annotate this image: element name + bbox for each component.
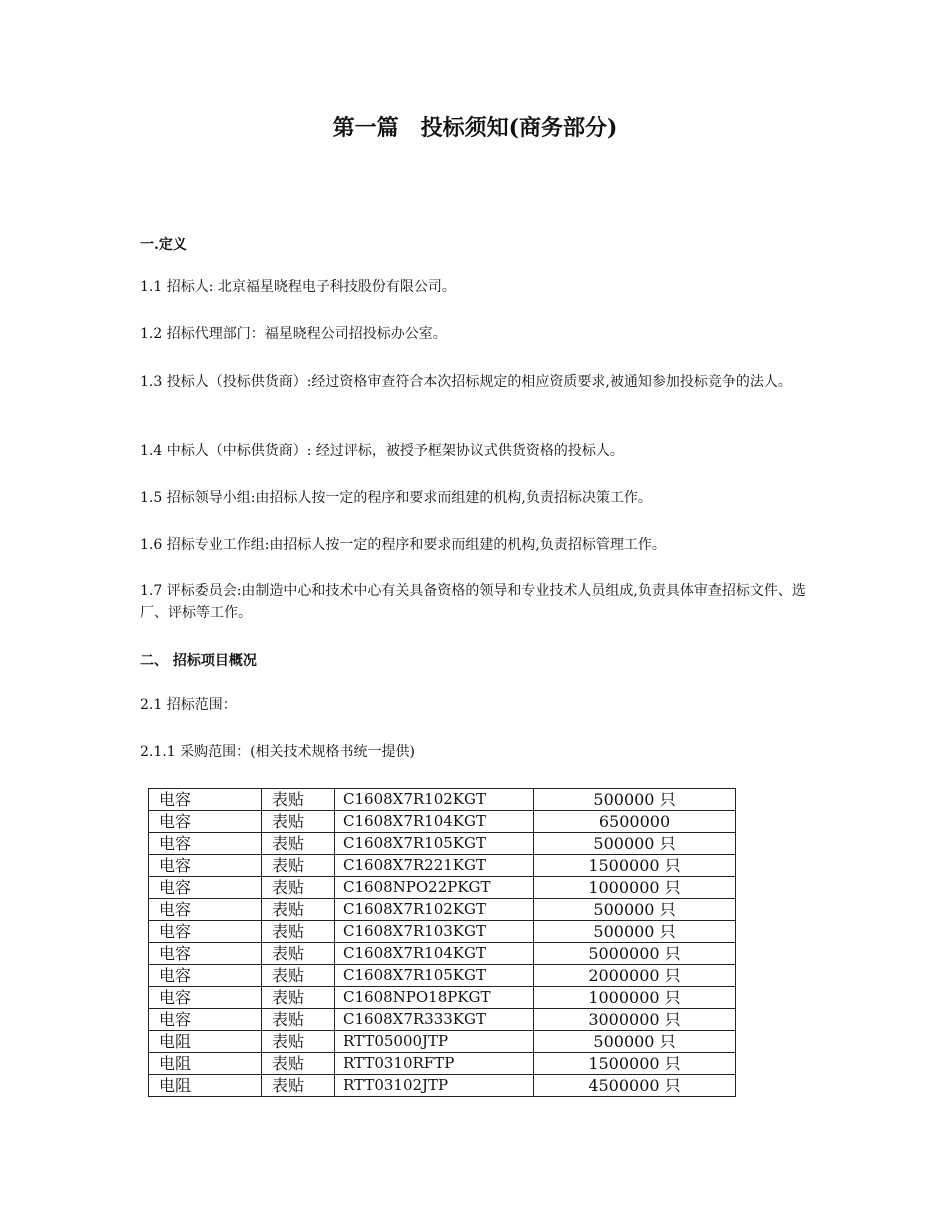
mount-type-cell: 表贴 [262, 1009, 335, 1031]
section-heading-definitions: 一.定义 [140, 237, 187, 253]
mount-type-cell: 表贴 [262, 1053, 335, 1075]
mount-type-cell: 表贴 [262, 1031, 335, 1053]
component-category-cell: 电容 [149, 811, 262, 833]
mount-type-cell: 表贴 [262, 921, 335, 943]
mount-type-cell: 表贴 [262, 877, 335, 899]
table-row [149, 877, 736, 899]
definition-item: 1.7 评标委员会:由制造中心和技术中心有关具备资格的领导和专业技术人员组成,负责具体审查招标文件、选厂、评标等工作。 [140, 583, 806, 621]
component-category-cell: 电容 [149, 877, 262, 899]
component-category-cell: 电阻 [149, 1031, 262, 1053]
table-row [149, 921, 736, 943]
quantity-cell: 1500000 只 [534, 1053, 736, 1075]
component-category-cell: 电容 [149, 943, 262, 965]
table-row [149, 899, 736, 921]
mount-type-cell: 表贴 [262, 943, 335, 965]
part-number-cell: C1608X7R104KGT [335, 811, 534, 833]
quantity-cell: 2000000 只 [534, 965, 736, 987]
quantity-cell: 500000 只 [534, 1031, 736, 1053]
part-number-cell: C1608X7R102KGT [335, 789, 534, 811]
definition-item: 1.4 中标人（中标供货商）: 经过评标，被授予框架协议式供货资格的投标人。 [140, 443, 624, 459]
part-number-cell: C1608X7R104KGT [335, 943, 534, 965]
mount-type-cell: 表贴 [262, 789, 335, 811]
quantity-cell: 500000 只 [534, 789, 736, 811]
quantity-cell: 6500000 [534, 811, 736, 833]
table-row [149, 943, 736, 965]
mount-type-cell: 表贴 [262, 965, 335, 987]
mount-type-cell: 表贴 [262, 811, 335, 833]
table-row [149, 789, 736, 811]
table-row [149, 1053, 736, 1075]
table-row [149, 1009, 736, 1031]
part-number-cell: C1608X7R221KGT [335, 855, 534, 877]
component-category-cell: 电容 [149, 921, 262, 943]
definition-item: 1.3 投标人（投标供货商）:经过资格审查符合本次招标规定的相应资质要求,被通知参加投标竞争的法人。 [140, 374, 792, 390]
component-category-cell: 电阻 [149, 1053, 262, 1075]
part-number-cell: C1608X7R105KGT [335, 833, 534, 855]
component-category-cell: 电容 [149, 987, 262, 1009]
mount-type-cell: 表贴 [262, 987, 335, 1009]
table-row [149, 833, 736, 855]
scope-line: 2.1 招标范围： [140, 697, 237, 713]
quantity-cell: 1000000 只 [534, 877, 736, 899]
procurement-table-body [149, 789, 736, 1097]
table-row [149, 987, 736, 1009]
quantity-cell: 4500000 只 [534, 1075, 736, 1097]
mount-type-cell: 表贴 [262, 899, 335, 921]
part-number-cell: C1608NPO18PKGT [335, 987, 534, 1009]
quantity-cell: 500000 只 [534, 833, 736, 855]
part-number-cell: RTT0310RFTP [335, 1053, 534, 1075]
section-heading-project-overview: 二、 招标项目概况 [140, 653, 257, 669]
component-category-cell: 电容 [149, 833, 262, 855]
quantity-cell: 500000 只 [534, 899, 736, 921]
table-row [149, 1075, 736, 1097]
component-category-cell: 电容 [149, 965, 262, 987]
quantity-cell: 500000 只 [534, 921, 736, 943]
quantity-cell: 1500000 只 [534, 855, 736, 877]
definition-item: 1.1 招标人: 北京福星晓程电子科技股份有限公司。 [140, 279, 456, 295]
component-category-cell: 电容 [149, 899, 262, 921]
page-title: 第一篇 投标须知(商务部分) [332, 115, 618, 141]
part-number-cell: C1608X7R103KGT [335, 921, 534, 943]
definition-item: 1.6 招标专业工作组:由招标人按一定的程序和要求而组建的机构,负责招标管理工作。 [140, 537, 666, 553]
part-number-cell: C1608X7R333KGT [335, 1009, 534, 1031]
definition-item: 1.2 招标代理部门：福星晓程公司招投标办公室。 [140, 326, 447, 342]
table-row [149, 1031, 736, 1053]
part-number-cell: RTT03102JTP [335, 1075, 534, 1097]
mount-type-cell: 表贴 [262, 1075, 335, 1097]
definition-item: 1.5 招标领导小组:由招标人按一定的程序和要求而组建的机构,负责招标决策工作。 [140, 490, 652, 506]
table-row [149, 811, 736, 833]
mount-type-cell: 表贴 [262, 833, 335, 855]
procurement-table [148, 788, 736, 1097]
part-number-cell: RTT05000JTP [335, 1031, 534, 1053]
part-number-cell: C1608NPO22PKGT [335, 877, 534, 899]
mount-type-cell: 表贴 [262, 855, 335, 877]
quantity-cell: 3000000 只 [534, 1009, 736, 1031]
component-category-cell: 电容 [149, 1009, 262, 1031]
part-number-cell: C1608X7R102KGT [335, 899, 534, 921]
part-number-cell: C1608X7R105KGT [335, 965, 534, 987]
quantity-cell: 1000000 只 [534, 987, 736, 1009]
component-category-cell: 电阻 [149, 1075, 262, 1097]
table-row [149, 965, 736, 987]
component-category-cell: 电容 [149, 789, 262, 811]
procurement-scope-line: 2.1.1 采购范围：(相关技术规格书统一提供) [140, 744, 415, 760]
quantity-cell: 5000000 只 [534, 943, 736, 965]
component-category-cell: 电容 [149, 855, 262, 877]
table-row [149, 855, 736, 877]
